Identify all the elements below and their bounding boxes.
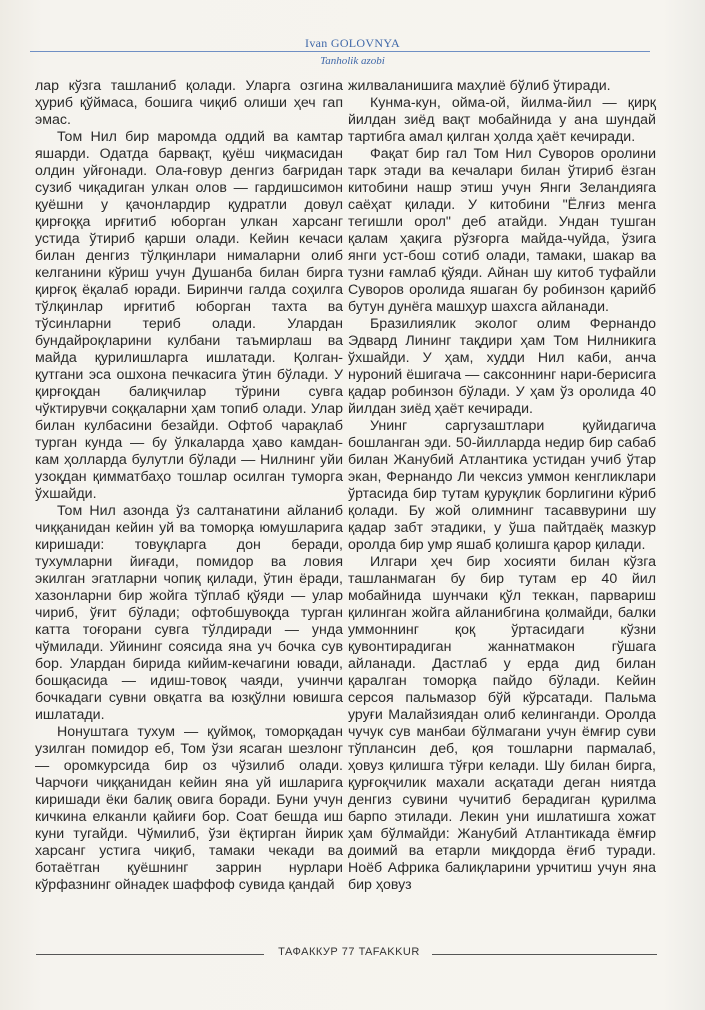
paragraph: Унинг саргузаштлари қуйидагича бошланган эди. 50-йилларда недир бир сабаб билан Жанубий Атлантика устидан учиб ўтар экан, Фернандо Ли чексиз уммон кенгликлари ўртасида бир тутам қуруқлик борлигини кўриб қолади. Бу жой олимнинг тасаввурини шу қадар забт этадики, у ўша пайтдаёқ мазкур оролда бир умр яшаб қолишга қарор қилади. [348, 418, 656, 553]
paragraph: Нонуштага тухум — қуймоқ, томорқадан узилган помидор еб, Том ўзи ясаган шезлонг — оромкурсида бир оз чўзилиб олади. Чарчоғи чиққанидан кейин яна уй ишларига киришади ёки балиқ овига боради. Буни учун кичкина елканли қайиғи бор. Соат бешда иш куни тугайди. Чўмилиб, ўзи ёқтирган йирик харсанг устига чиқиб, тамаки чекади ва ботаётган қуёшнинг заррин нурлари кўрфазнинг ойнадек шаффоф сувида қандай [35, 724, 343, 893]
paragraph: Фақат бир гал Том Нил Суворов оролини тарк этади ва кечалари билан ўтириб ёзган китобини нашр этиш учун Янги Зеландияга саёҳат қилади. У китобини "Ёлғиз менга тегишли орол" деб атайди. Ундан тушган қалам ҳақига рўзғорга майда-чуйда, ўзига янги уст-бош сотиб олади, тамаки, шакар ва тузни ғамлаб қўяди. Айнан шу китоб туфайли Суворов оролида яшаган бу робинзон қарийб бутун дунёга машҳур шахсга айланади. [348, 146, 656, 315]
paragraph: Кунма-кун, ойма-ой, йилма-йил — қирқ йилдан зиёд вақт мобайнида у ана шундай тартибга амал қилган ҳолда ҳаёт кечиради. [348, 95, 656, 145]
paragraph: Том Нил азонда ўз салтанатини айланиб чиққанидан кейин уй ва томорқа юмушларига киришади: товуқларга дон беради, тухумларни йиғади, помидор ва ловия экилган эгатларни чопиқ қилади, ўтин ёради, хазонларни бир жойга тўплаб қўяди — улар чириб, ўғит бўлади; офтобшувоқда турган катта тоғорани сувга тўлдиради — унда чўмилади. Уйининг соясида яна уч бочка сув бор. Улардан бирида кийим-кечагини ювади, бошқасида — идиш-товоқ чаяди, учинчи бочкадаги сувни овқатга ва юзқўлни ювишга ишлатади. [35, 503, 343, 723]
running-header [0, 36, 705, 67]
paragraph: Том Нил бир маромда оддий ва камтар яшарди. Одатда барвақт, қуёш чиқмасидан олдин уйғонади. Ола-ғовур денгиз бағридан сузиб чиқадиган улкан олов — гардишсимон қуёшни у қачонлардир қудратли довул қирғоққа ирғитиб юборган улкан харсанг устида ўтириб қарши олади. Кейин кечаси билан денгиз тўлқинлари нималарни олиб келганини кўриш учун Душанба билан бирга қирғоқ ёқалаб юради. Биринчи галда соҳилга тўлқинлар ирғитиб юборган тахта ва тўсинларни териб олади. Улардан бундайроқларини кулбани таъмирлаш ва майда қурилишларга ишлатади. Қолган-қутгани эса ошхона печкасига ўтин бўлади. У қирғоқдан балиқчилар тўрини сувга чўктирувчи соққаларни ҳам топиб олади. Улар билан кулбасини безайди. Офтоб чарақлаб турган кунда — бу ўлкаларда ҳаво камдан-кам ҳолларда булутли бўлади — Нилнинг уйи узоқдан қимматбаҳо тошлар осилган туморга ўхшайди. [35, 129, 343, 502]
header-rule [30, 51, 650, 52]
header-author: Ivan GOLOVNYA [305, 36, 400, 50]
paragraph: жилваланишига маҳлиё бўлиб ўтиради. [348, 78, 611, 94]
page-footer [0, 946, 705, 964]
text-column-left [35, 78, 343, 894]
paragraph: Бразилиялик эколог олим Фернандо Эдвард Лининг тақдири ҳам Том Нилникига ўхшайди. У ҳам, худди Нил каби, анча нуроний ёшигача — саксоннинг нари-берисига қадар робинзон бўлади. У ҳам ўз оролида 40 йилдан зиёд ҳаёт кечиради. [348, 316, 656, 417]
paragraph: Илгари ҳеч бир хосияти билан кўзга ташланмаган бу бир тутам ер 40 йил мобайнида шунчаки қўл теккан, парвариш қилинган жойга айланибгина қолмайди, балки уммоннинг қоқ ўртасидаги кўзни қувонтирадиган жаннатмакон гўшага айланади. Дастлаб у ерда дид билан қаралган томорқа пайдо бўлади. Кейин серсоя пальмазор бўй кўрсатади. Пальма уруғи Малайзиядан олиб келинганди. Оролда чучук сув манбаи бўлмагани учун ёмғир суви тўплансин деб, қоя тошларни пармалаб, ҳовуз қилишга тўғри келади. Шу билан бирга, қурғоқчилик махали асқатади деган ниятда денгиз сувини чучитиб берадиган қурилма барпо этилади. Лекин уни ишлатишга хожат ҳам бўлмайди: Жанубий Атлантикада ёмғир доимий ва етарли миқдорда ёғиб туради. Ноёб Африка балиқларини урчитиш учун яна бир ҳовуз [348, 554, 656, 893]
footer-rule-left [36, 954, 264, 955]
header-series: Tanholik azobi [320, 55, 385, 67]
footer-page-label: ТАФАККУР 77 TAFAKKUR [278, 946, 420, 958]
text-column-right [348, 78, 656, 894]
footer-rule-right [432, 954, 657, 955]
paragraph: лар кўзга ташланиб қолади. Уларга озгина ҳуриб қўймаса, бошига чиқиб олиши ҳеч гап эмас. [35, 78, 343, 128]
